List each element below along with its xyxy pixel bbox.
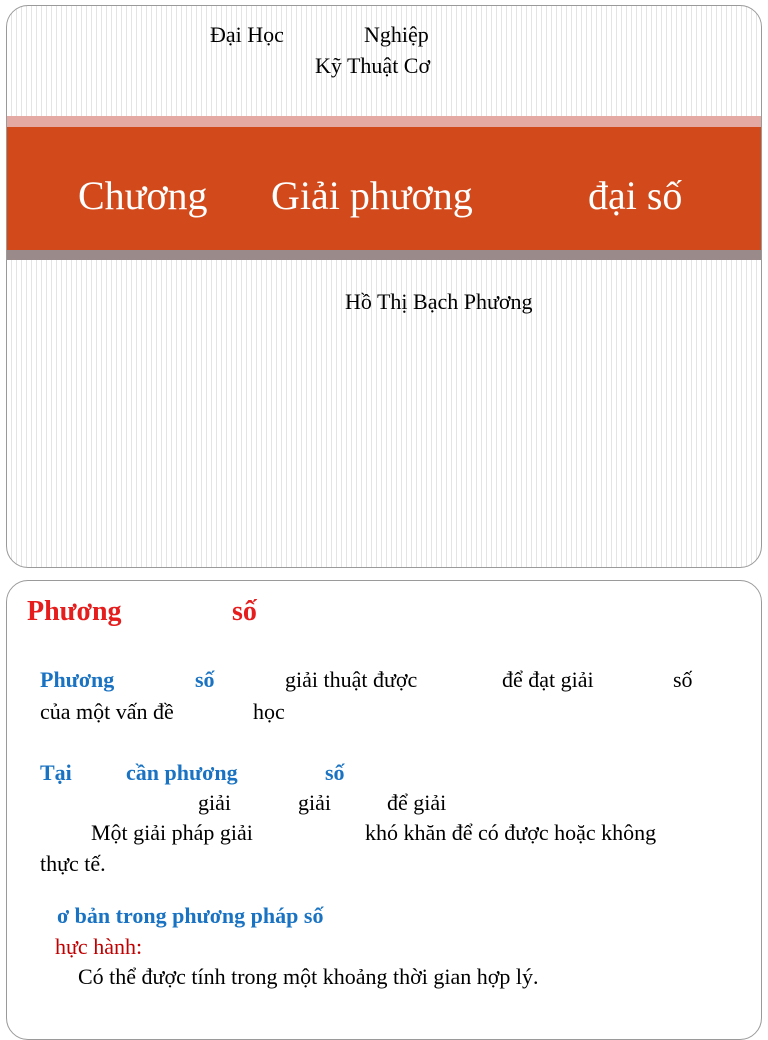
title-band-bottom-stripe: [7, 250, 761, 260]
definition-term-1: Phương: [40, 667, 115, 692]
why-line-1-c: để giải: [387, 790, 447, 815]
practical-text: Có thể được tính trong một khoảng thời gian hợp lý.: [78, 964, 539, 989]
org-line-2: Kỹ Thuật Cơ: [315, 53, 431, 78]
why-heading-1: Tại: [40, 760, 72, 785]
definition-line-1-b: để đạt giải: [502, 667, 594, 692]
definition-line-1-a: giải thuật được: [285, 667, 418, 692]
why-line-2-a: Một giải pháp giải: [91, 820, 253, 845]
basic-heading: ơ bản trong phương pháp số: [57, 903, 324, 928]
why-line-3: thực tế.: [40, 851, 106, 876]
author-name: Hồ Thị Bạch Phương: [345, 289, 533, 314]
why-line-2-b: khó khăn để có được hoặc không: [365, 820, 657, 845]
title-word-2: Giải phương: [271, 173, 473, 218]
why-heading-2: cần phương: [126, 760, 238, 785]
content-slide: [6, 580, 762, 1040]
definition-line-1-c: số: [673, 667, 693, 692]
org-line-1-b: Nghiệp: [364, 22, 429, 47]
definition-term-2: số: [195, 667, 215, 692]
why-line-1-b: giải: [298, 790, 331, 815]
practical-label: hực hành:: [55, 934, 143, 959]
title-word-1: Chương: [78, 173, 208, 218]
title-band-top-stripe: [7, 116, 761, 127]
slide-heading-part-2: số: [232, 596, 257, 627]
org-line-1-a: Đại Học: [210, 22, 284, 47]
definition-line-2-a: của một vấn đề: [40, 699, 174, 724]
why-line-1-a: giải: [198, 790, 231, 815]
title-word-3: đại số: [588, 173, 683, 218]
slide-heading-part-1: Phương: [27, 596, 122, 627]
why-heading-3: số: [325, 760, 345, 785]
title-slide: [6, 5, 762, 568]
definition-line-2-b: học: [253, 699, 285, 724]
